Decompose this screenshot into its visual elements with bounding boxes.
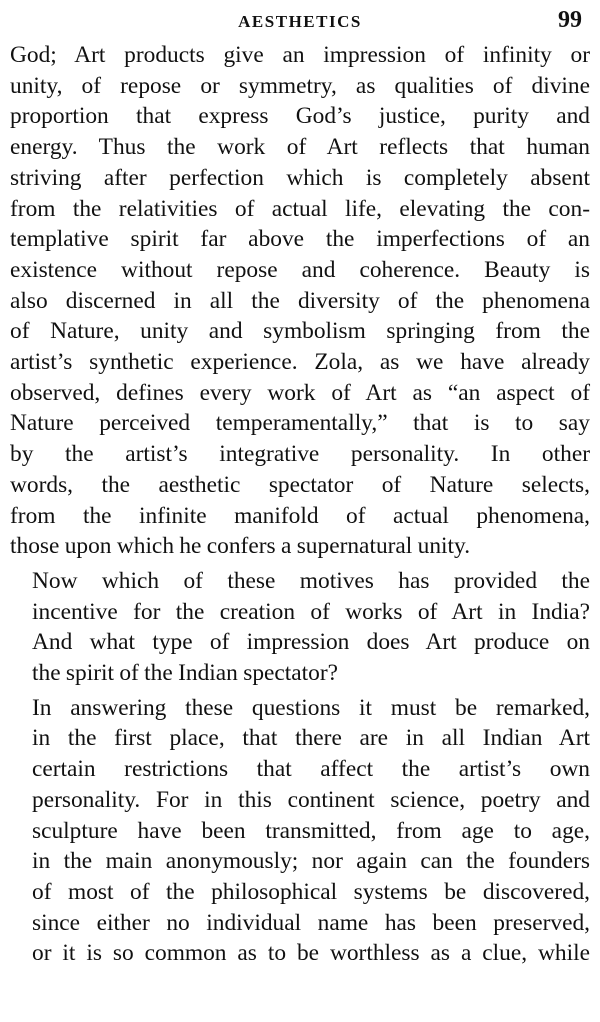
text-line: unity, of repose or symmetry, as qualities of divine xyxy=(10,72,590,99)
text-line: In answering these questions it must be remarked, xyxy=(32,694,590,721)
text-line: Now which of these motives has provided the xyxy=(32,567,590,594)
text-line: incentive for the creation of works of Art in India? xyxy=(32,598,590,625)
text-line: certain restrictions that affect the artist’s own xyxy=(32,756,590,783)
page-number: 99 xyxy=(558,7,582,33)
text-line: those upon which he confers a supernatural unity. xyxy=(10,533,471,560)
text-line: also discerned in all the diversity of the phenomena xyxy=(10,287,590,314)
text-line: in the main anonymously; nor again can the founders xyxy=(32,848,590,875)
text-line: of most of the philosophical systems be discovered, xyxy=(32,878,590,905)
text-line: words, the aesthetic spectator of Nature selects, xyxy=(10,471,590,498)
paragraph xyxy=(10,566,590,689)
body-text xyxy=(10,40,590,969)
text-line: from the infinite manifold of actual phenomena, xyxy=(10,502,590,529)
text-line: from the relativities of actual life, elevating the con- xyxy=(10,195,590,222)
paragraph xyxy=(10,40,590,562)
text-line: of Nature, unity and symbolism springing from the xyxy=(10,318,590,345)
text-line: by the artist’s integrative personality. In other xyxy=(10,441,590,468)
text-line: God; Art products give an impression of infinity or xyxy=(10,42,590,68)
text-line: energy. Thus the work of Art reflects that human xyxy=(10,134,590,161)
text-line: templative spirit far above the imperfections of an xyxy=(10,226,590,253)
running-title: AESTHETICS xyxy=(238,12,362,31)
text-line: the spirit of the Indian spectator? xyxy=(32,660,339,687)
running-head xyxy=(10,6,590,40)
text-line: personality. For in this continent science, poetry and xyxy=(32,786,590,813)
text-line: existence without repose and coherence. Beauty is xyxy=(10,256,590,283)
text-line: since either no individual name has been preserved, xyxy=(32,909,590,936)
text-line: observed, defines every work of Art as “an aspect of xyxy=(10,379,590,406)
text-line: Nature perceived temperamentally,” that is to say xyxy=(10,410,590,437)
text-line: striving after perfection which is completely absent xyxy=(10,164,590,191)
text-line: in the first place, that there are in all Indian Art xyxy=(32,725,590,752)
text-line: or it is so common as to be worthless as a clue, while xyxy=(32,940,590,967)
text-line: proportion that express God’s justice, purity and xyxy=(10,103,590,130)
text-line: And what type of impression does Art produce on xyxy=(32,629,590,656)
text-line: sculpture have been transmitted, from age to age, xyxy=(32,817,590,844)
paragraph xyxy=(10,693,590,969)
text-line: artist’s synthetic experience. Zola, as we have already xyxy=(10,349,590,376)
